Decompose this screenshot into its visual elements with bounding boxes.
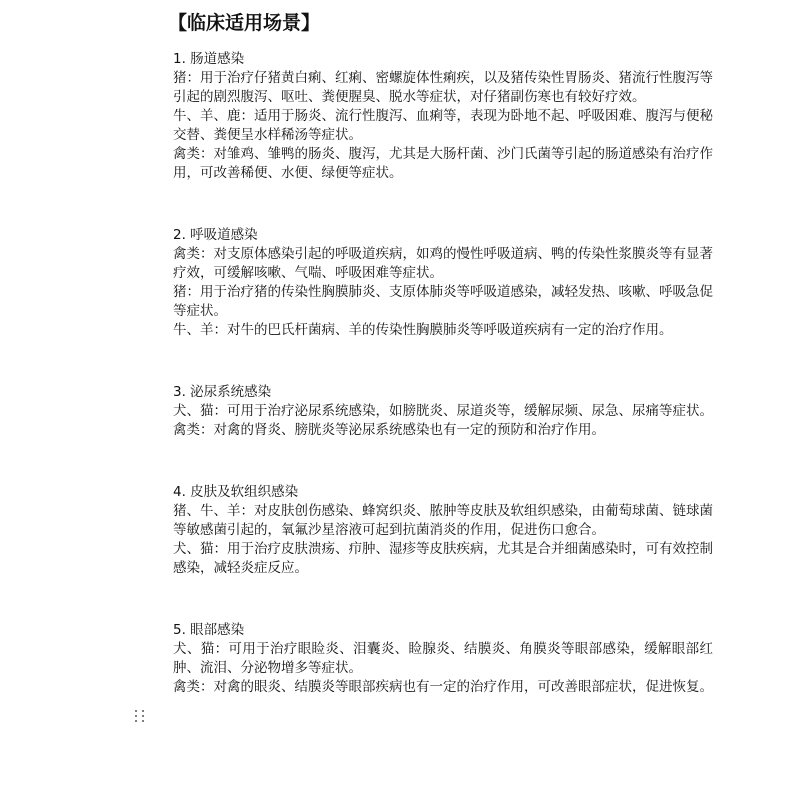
paragraph: 禽类：对禽的肾炎、膀胱炎等泌尿系统感染也有一定的预防和治疗作用。 [173, 422, 605, 438]
paragraph: 禽类：对支原体感染引起的呼吸道疾病，如鸡的慢性呼吸道病、鸭的传染性浆膜炎等有显著疗效，可缓解咳嗽、气喘、呼吸困难等症状。 [173, 246, 713, 281]
paragraph: 猪：用于治疗猪的传染性胸膜肺炎、支原体肺炎等呼吸道感染，减轻发热、咳嗽、呼吸急促等症状。 [173, 284, 713, 319]
paragraph: 猪：用于治疗仔猪黄白痢、红痢、密螺旋体性痢疾，以及猪传染性胃肠炎、猪流行性腹泻等引起的剧烈腹泻、呕吐、粪便腥臭、脱水等症状，对仔猪副伤寒也有较好疗效。 [173, 70, 713, 105]
section-skin-infection [173, 482, 713, 578]
paragraph: 犬、猫：可用于治疗眼睑炎、泪囊炎、睑腺炎、结膜炎、角膜炎等眼部感染，缓解眼部红肿、流泪、分泌物增多等症状。 [173, 641, 713, 676]
section-eye-infection [173, 620, 713, 697]
paragraph: 禽类：对禽的眼炎、结膜炎等眼部疾病也有一定的治疗作用，可改善眼部症状，促进恢复。 [173, 679, 713, 695]
paragraph: 牛、羊、鹿：适用于肠炎、流行性腹泻、血痢等，表现为卧地不起、呼吸困难、腹泻与便秘交替、粪便呈水样稀汤等症状。 [173, 108, 713, 143]
drag-handle-icon[interactable] [133, 707, 147, 725]
section-heading: 1. 肠道感染 [173, 51, 245, 67]
paragraph: 犬、猫：用于治疗皮肤溃疡、疖肿、湿疹等皮肤疾病，尤其是合并细菌感染时，可有效控制感染，减轻炎症反应。 [173, 541, 713, 576]
paragraph: 犬、猫：可用于治疗泌尿系统感染，如膀胱炎、尿道炎等，缓解尿频、尿急、尿痛等症状。 [173, 403, 713, 419]
paragraph: 牛、羊：对牛的巴氏杆菌病、羊的传染性胸膜肺炎等呼吸道疾病有一定的治疗作用。 [173, 322, 673, 338]
section-intestinal-infection [173, 49, 713, 183]
document-title: 【临床适用场景】 [168, 12, 321, 34]
section-heading: 3. 泌尿系统感染 [173, 384, 272, 400]
section-urinary-infection [173, 382, 713, 440]
section-respiratory-infection [173, 225, 713, 340]
section-heading: 5. 眼部感染 [173, 622, 245, 638]
section-heading: 2. 呼吸道感染 [173, 227, 258, 243]
section-heading: 4. 皮肤及软组织感染 [173, 484, 299, 500]
document-body [168, 10, 713, 697]
paragraph: 禽类：对雏鸡、雏鸭的肠炎、腹泻，尤其是大肠杆菌、沙门氏菌等引起的肠道感染有治疗作用，可改善稀便、水便、绿便等症状。 [173, 146, 713, 181]
paragraph: 猪、牛、羊：对皮肤创伤感染、蜂窝织炎、脓肿等皮肤及软组织感染，由葡萄球菌、链球菌等敏感菌引起的，氧氟沙星溶液可起到抗菌消炎的作用，促进伤口愈合。 [173, 503, 713, 538]
